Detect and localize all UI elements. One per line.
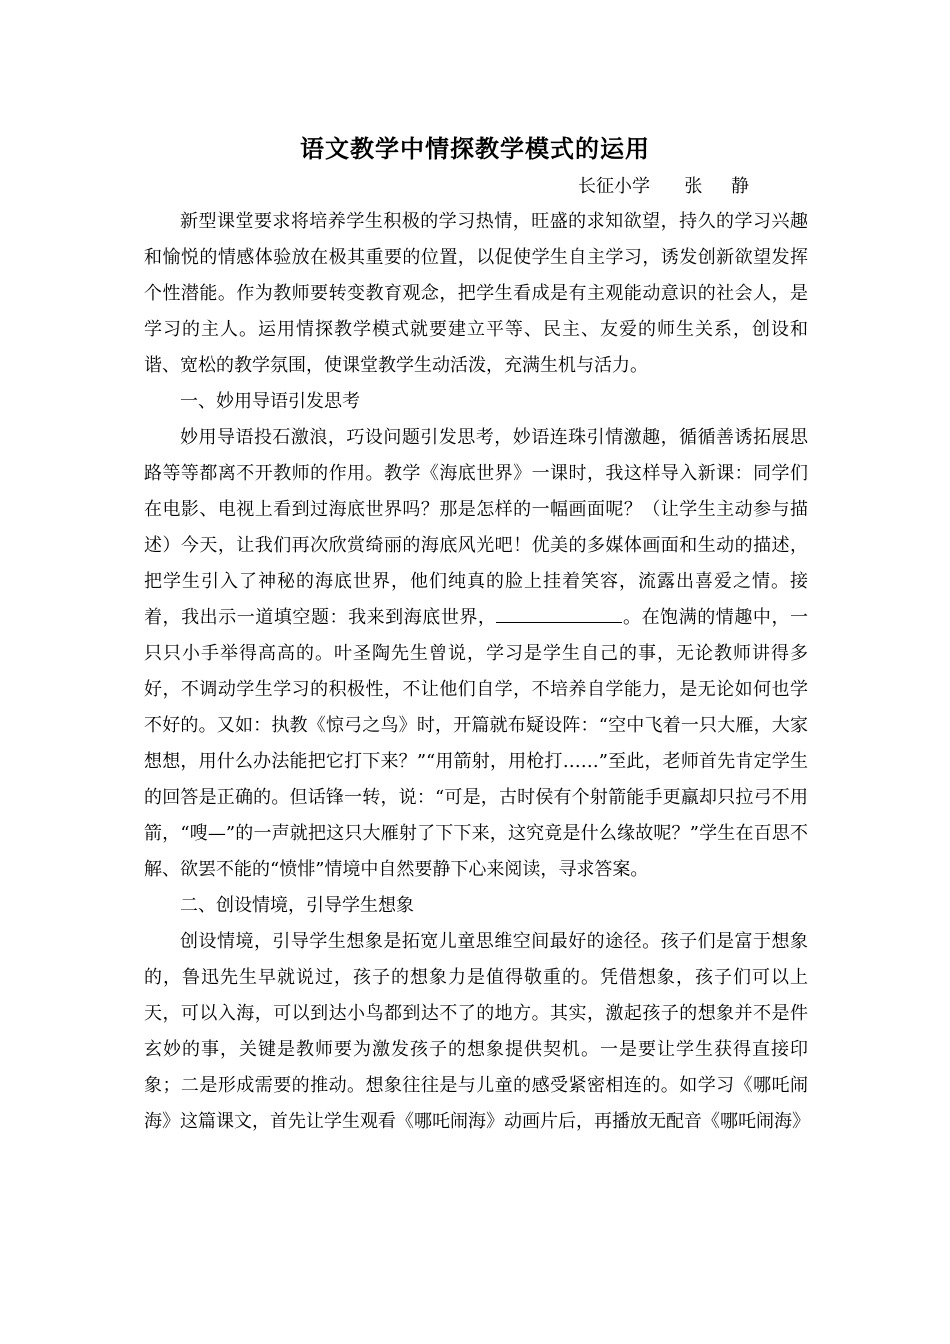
section-heading-2: 二、创设情境，引导学生想象 — [180, 895, 414, 916]
paragraph-section-1 — [144, 420, 808, 888]
paragraph-section-1-part-1: 妙用导语投石激浪，巧设问题引发思考，妙语连珠引情激趣，循循善诱拓展思路等等都离不开教师的作用。教学《海底世界》一课时，我这样导入新课：同学们在电影、电视上看到过海底世界吗？那是怎样的一幅画面呢？（让学生主动参与描述）今天，让我们再次欣赏绮丽的海底风光吧！优美的多媒体画面和生动的描述，把学生引入了神秘的海底世界，他们纯真的脸上挂着笑容，流露出喜爱之情。接着，我出示一道填空题：我来到海底世界， — [144, 427, 808, 628]
paragraph-section-2: 创设情境，引导学生想象是拓宽儿童思维空间最好的途径。孩子们是富于想象的，鲁迅先生早就说过，孩子的想象力是值得敬重的。凭借想象，孩子们可以上天，可以入海，可以到达小鸟都到达不了的地方。其实，激起孩子的想象并不是件玄妙的事，关键是教师要为激发孩子的想象提供契机。一是要让学生获得直接印象；二是形成需要的推动。想象往往是与儿童的感受紧密相连的。如学习《哪吒闹海》这篇课文，首先让学生观看《哪吒闹海》动画片后，再播放无配音《哪吒闹海》 — [144, 931, 810, 1132]
document-title: 语文教学中情探教学模式的运用 — [300, 134, 650, 163]
author-line: 长征小学 张 静 — [578, 176, 749, 197]
section-heading-1: 一、妙用导语引发思考 — [180, 391, 360, 412]
paragraph-intro: 新型课堂要求将培养学生积极的学习热情，旺盛的求知欲望，持久的学习兴趣和愉悦的情感体验放在极其重要的位置，以促使学生自主学习，诱发创新欲望发挥个性潜能。作为教师要转变教育观念，把学生看成是有主观能动意识的社会人，是学习的主人。运用情探教学模式就要建立平等、民主、友爱的师生关系，创设和谐、宽松的教学氛围，使课堂教学生动活泼，充满生机与活力。 — [144, 211, 808, 376]
fill-in-blank-line — [496, 606, 622, 623]
paragraph-section-1-part-2: 。在饱满的情趣中，一只只小手举得高高的。叶圣陶先生曾说，学习是学生自己的事，无论教师讲得多好，不调动学生学习的积极性，不让他们自学，不培养自学能力，是无论如何也学不好的。又如：执教《惊弓之鸟》时，开篇就布疑设阵：“空中飞着一只大雁，大家想想，用什么办法能把它打下来？”“用箭射，用枪打……”至此，老师首先肯定学生的回答是正确的。但话锋一转，说：“可是，古时侯有个射箭能手更羸却只拉弓不用箭，“嗖—”的一声就把这只大雁射了下下来，这究竟是什么缘故呢？”学生在百思不解、欲罢不能的“愤悱”情境中自然要静下心来阅读，寻求答案。 — [144, 607, 809, 880]
document-body — [144, 204, 808, 1140]
